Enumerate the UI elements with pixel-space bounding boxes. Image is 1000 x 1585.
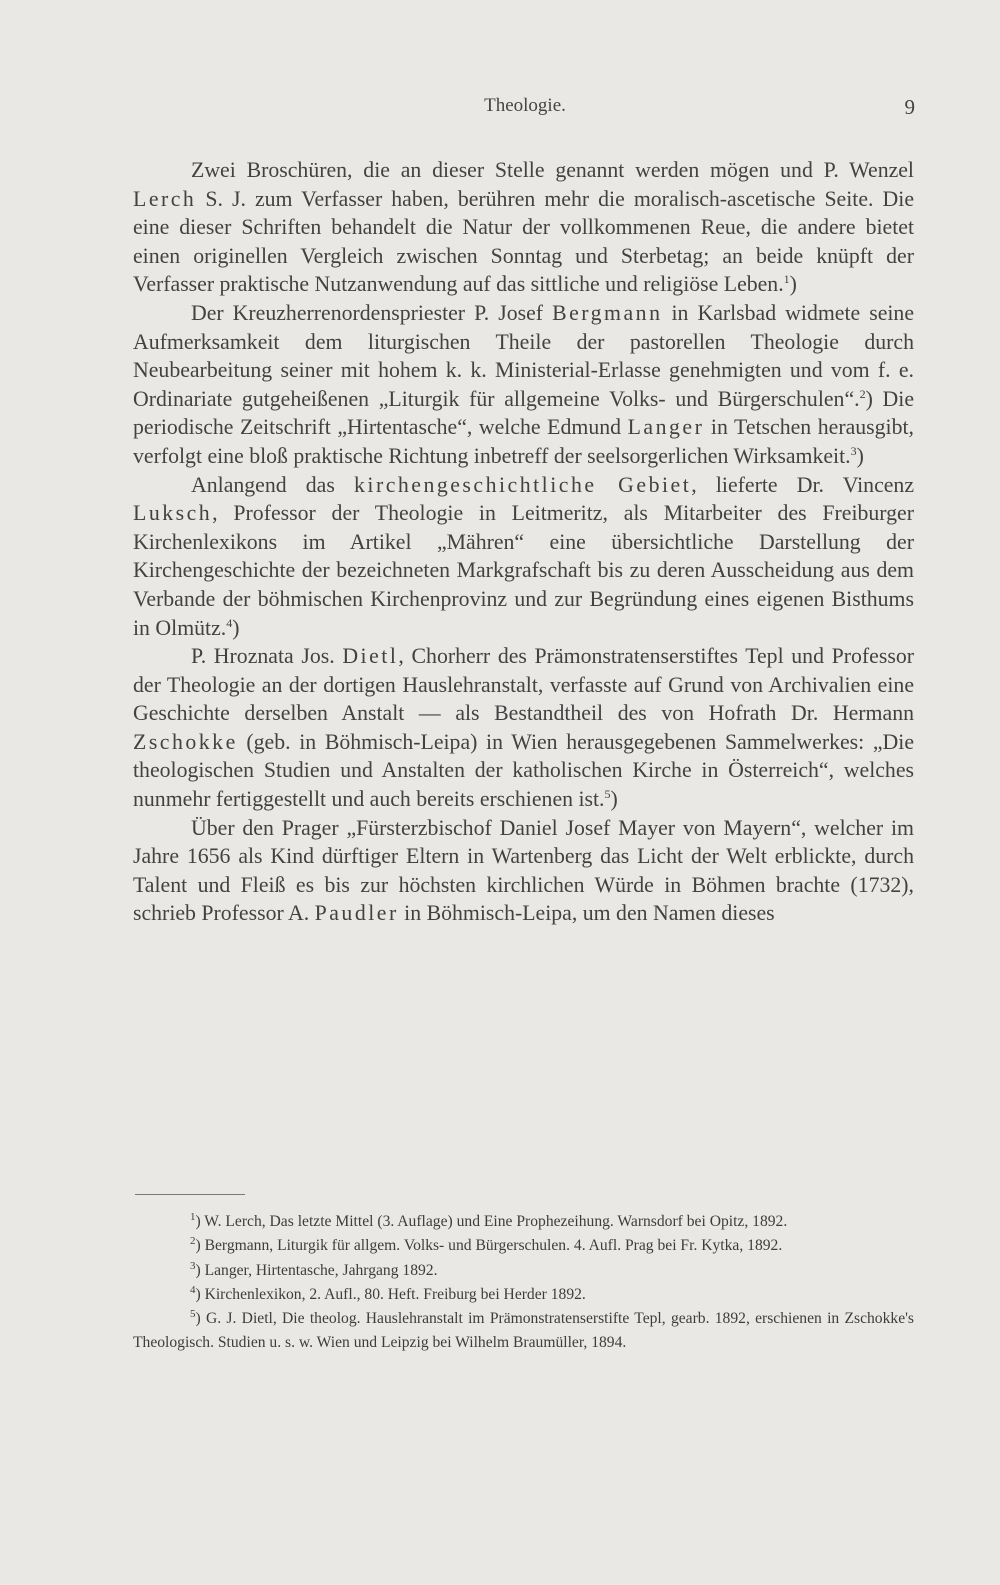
text-run: ) Die periodische Zeitschrift „Hirtentasche“, welche Edmund — [133, 386, 914, 440]
text-run: in Karlsbad widmete seine Aufmerksamkeit dem liturgischen Theile der pastorellen Theologie durch Neubearbeitung seiner mit hohem k. k. Ministerial-Erlasse genehmigten und vom f. e. Ordinariate gutgeheißenen „Liturgik für allgemeine Volks- und Bürgerschulen“. — [133, 300, 914, 411]
text-run: , lieferte Dr. Vincenz — [691, 472, 915, 497]
text-run: Zwei Broschüren, die an dieser Stelle genannt werden mögen und P. Wenzel — [191, 158, 914, 182]
spaced-name: Dietl — [342, 644, 399, 669]
text-run: Der Kreuzherrenordenspriester P. Josef — [191, 300, 553, 325]
footnote-mark: 4 — [190, 1283, 196, 1296]
footnote-text: ) G. J. Dietl, Die theolog. Hauslehranstalt im Prämonstratenserstifte Tepl, gearb. 1892, erschienen in Zschokke's Theologisch. Studien u. s. w. Wien und Leipzig bei Wilhelm Braumüller, 1894. — [133, 1310, 914, 1352]
footnote-mark: 1 — [190, 1211, 196, 1223]
text-run: ) — [610, 787, 618, 812]
footnote-text: ) Kirchenlexikon, 2. Aufl., 80. Heft. Freiburg bei Herder 1892. — [195, 1285, 586, 1303]
footnote-reference: 1 — [783, 272, 790, 287]
paragraph — [133, 814, 914, 928]
text-run: Über den Prager „Fürsterzbischof Daniel Josef Mayer von Mayern“, welcher im Jahre 1656 als Kind dürftiger Eltern in Wartenberg das Licht der Welt erblickte, durch Talent und Fleiß es bis zur höchsten kirchlichen Würde in Böhmen brachte (1732), schrieb Professor A. — [133, 815, 914, 926]
spaced-name: Langer — [627, 415, 705, 440]
paragraph — [133, 471, 914, 643]
footnote-reference: 3 — [850, 443, 857, 458]
footnote-text: ) Langer, Hirtentasche, Jahrgang 1892. — [195, 1261, 438, 1279]
footnote — [133, 1234, 914, 1258]
footnote-reference: 4 — [226, 615, 233, 630]
page-number: 9 — [904, 95, 915, 119]
spaced-name: Paudler — [314, 901, 399, 926]
footnote-mark: 2 — [190, 1235, 196, 1248]
paragraph — [133, 299, 914, 471]
footnote-text: ) W. Lerch, Das letzte Mittel (3. Auflage) und Eine Prophezeihung. Warnsdorf bei Opitz, 1892. — [195, 1213, 788, 1230]
text-run: ) — [232, 615, 240, 640]
spaced-name: Bergmann — [552, 300, 663, 325]
footnotes — [133, 1210, 914, 1356]
page-header — [135, 95, 915, 125]
text-run: in Tetschen herausgibt, verfolgt eine bloß praktische Richtung inbetreff der seelsorgerlichen Wirksamkeit. — [133, 415, 914, 468]
spaced-name: Lerch — [133, 186, 197, 211]
text-run: , Chorherr des Prämonstratenserstiftes Tepl und Professor der Theologie an der dortigen Hauslehranstalt, verfasste auf Grund von Archivalien eine Geschichte derselben Anstalt — als Bestandtheil des von Hofrath Dr. Hermann — [133, 644, 914, 726]
footnote-mark: 3 — [190, 1259, 196, 1272]
text-run: , Professor der Theologie in Leitmeritz, als Mitarbeiter des Freiburger Kirchenlexikons im Artikel „Mähren“ eine übersichtliche Darstellung der Kirchengeschichte der bezeichneten Markgrafschaft bis zu deren Ausscheidung aus dem Verbande der böhmischen Kirchenprovinz und zur Begründung eines eigenen Bisthums in Olmütz. — [133, 501, 914, 640]
text-run: P. Hroznata Jos. — [191, 644, 343, 669]
footnote-rule — [135, 1194, 245, 1195]
text-run: ) — [856, 443, 864, 468]
text-run: Anlangend das — [191, 472, 354, 497]
footnote-reference: 5 — [604, 787, 611, 802]
footnote — [133, 1259, 914, 1283]
text-run: ) — [789, 272, 797, 297]
footnote — [133, 1210, 914, 1234]
text-run: S. J. zum Verfasser haben, berühren mehr die moralisch-ascetische Seite. Die eine dieser Schriften behandelt die Natur der vollkommenen Reue, die andere bietet einen originellen Vergleich zwischen Sonntag und Sterbetag; an beide knüpft der Verfasser praktische Nutzanwendung auf das sittliche und religiöse Leben. — [133, 186, 914, 297]
spaced-name: Luksch — [133, 501, 213, 526]
footnote — [133, 1283, 914, 1307]
body-text — [133, 156, 914, 928]
paragraph — [133, 156, 914, 299]
spaced-name: Zschokke — [133, 729, 238, 754]
footnote-reference: 2 — [859, 386, 866, 401]
text-run: in Böhmisch-Leipa, um den Namen dieses — [398, 901, 775, 926]
footnote-mark: 5 — [190, 1308, 196, 1321]
text-run: (geb. in Böhmisch-Leipa) in Wien herausgegebenen Sammelwerkes: „Die theologischen Studien und Anstalten der katholischen Kirche in Österreich“, welches nunmehr fertiggestellt und auch bereits erschienen ist. — [133, 729, 914, 812]
footnote — [133, 1307, 914, 1356]
spaced-name: kirchengeschichtliche Gebiet — [353, 472, 692, 497]
footnote-text: ) Bergmann, Liturgik für allgem. Volks- und Bürgerschulen. 4. Aufl. Prag bei Fr. Kytka, 1892. — [195, 1237, 783, 1255]
running-title: Theologie. — [484, 95, 566, 116]
paragraph — [133, 642, 914, 814]
